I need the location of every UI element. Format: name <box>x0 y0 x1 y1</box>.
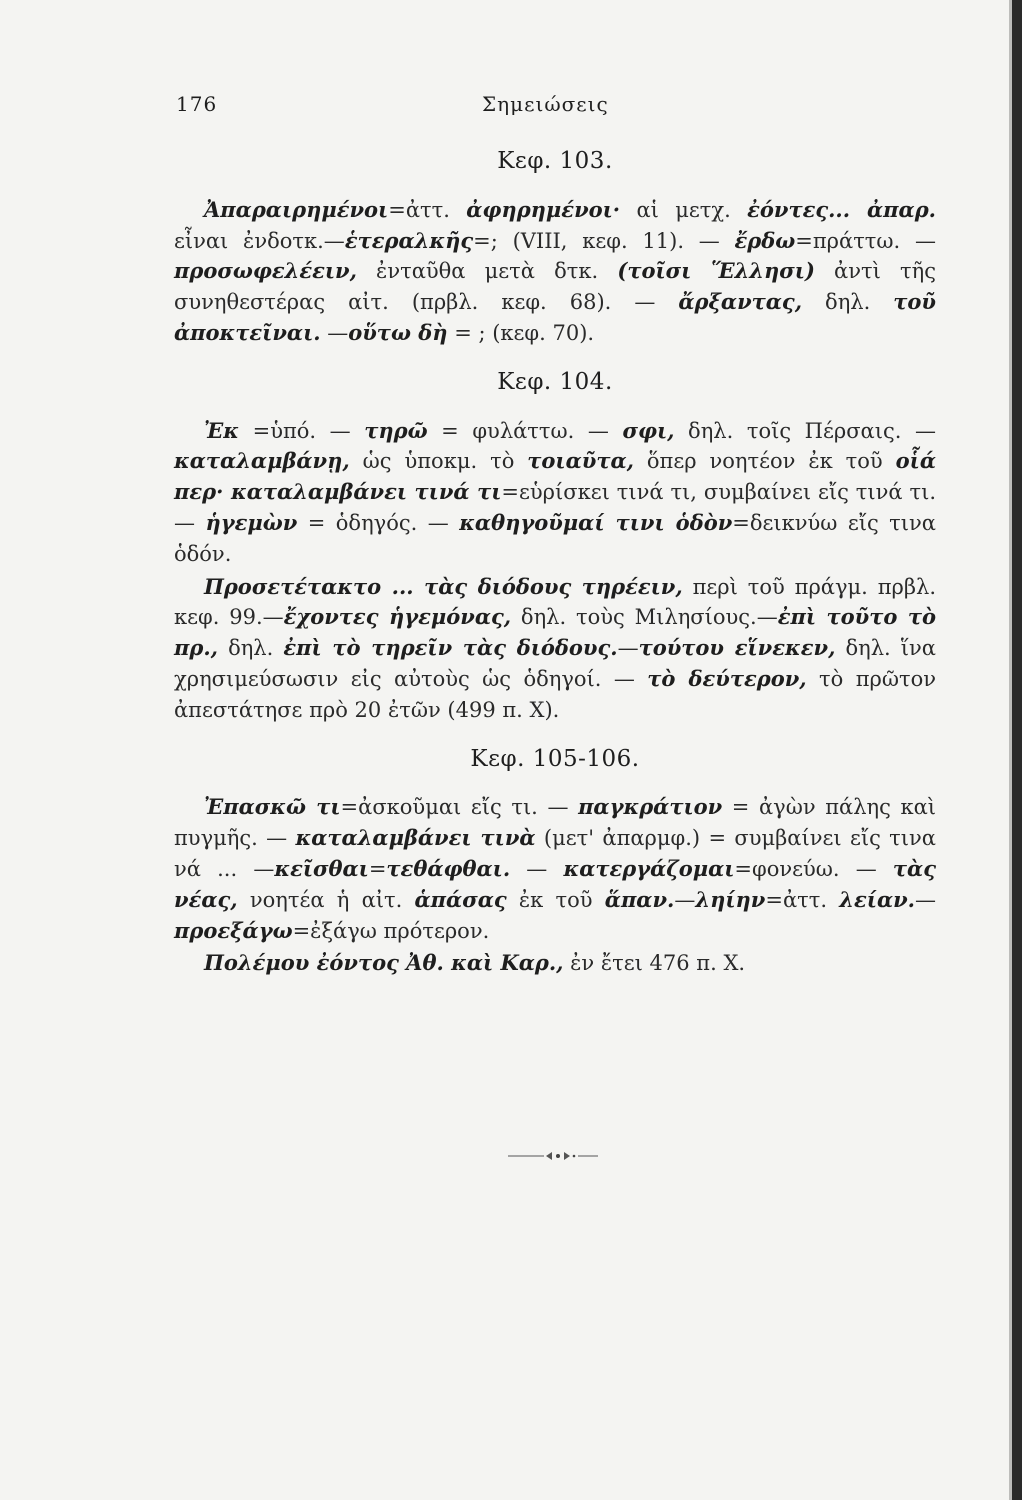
lemma-term: ἐπὶ τοῦτο τὸ πρ., <box>174 604 936 661</box>
lemma-term: Προσετέτακτο ... τὰς διόδους τηρέειν, <box>204 573 683 599</box>
gloss-text: νοητέα ἡ αἰτ. <box>237 887 415 912</box>
lemma-term: καταλαμβάνει τινὰ <box>295 825 536 851</box>
gloss-text: =ἀττ. <box>388 197 467 222</box>
note-paragraph <box>174 416 936 570</box>
gloss-text: — <box>320 320 349 345</box>
lemma-term: τηρῶ <box>364 417 428 443</box>
lemma-term: ἔρδω <box>734 227 796 253</box>
gloss-text: =ἀσκοῦμαι εἴς τι. — <box>340 795 579 820</box>
lemma-term: προσωφελέειν, <box>174 258 357 284</box>
lemma-term: κατεργάζομαι <box>563 855 735 881</box>
lemma-term: λείαν. <box>839 886 915 912</box>
page-header <box>176 84 936 124</box>
gloss-text: δηλ. <box>217 636 284 661</box>
page-edge <box>1012 0 1022 1500</box>
lemma-term: οὕτω δὴ <box>348 319 448 345</box>
lemma-term: τούτου εἵνεκεν, <box>638 635 836 661</box>
section-gap <box>174 726 936 738</box>
gloss-text: =δεικνύω εἴς τινα ὁδόν. <box>174 510 936 566</box>
lemma-term: προεξάγω <box>174 917 293 943</box>
gloss-text: — <box>617 636 639 661</box>
note-paragraph <box>174 792 936 946</box>
lemma-term: Ἐπασκῶ τι <box>204 794 341 820</box>
gloss-text: αἱ μετχ. <box>620 197 748 222</box>
lemma-term: τοῦ ἀποκτεῖναι. <box>174 289 936 345</box>
section-end-ornament <box>508 1146 598 1166</box>
gloss-text: — <box>915 887 936 912</box>
notes-body <box>174 140 936 991</box>
gloss-text: δηλ. ἵνα χρησιμεύσωσιν εἰς αὐτοὺς ὡς ὁδηγοί. — <box>174 636 936 691</box>
running-title: Σημειώσεις <box>482 92 609 116</box>
lemma-term: ἀφηρημένοι· <box>466 196 621 222</box>
gloss-text: =πράττω. — <box>795 228 936 253</box>
gloss-text: = ὁδηγός. — <box>297 510 460 535</box>
gloss-text: εἶναι ἐνδοτκ.— <box>174 228 345 253</box>
gloss-text: = <box>368 856 387 881</box>
lemma-term: ληίην <box>695 886 766 912</box>
gloss-text: =ἀττ. <box>765 887 840 912</box>
gloss-text: περὶ τοῦ πράγμ. πρβλ. κεφ. 99.— <box>174 574 936 630</box>
section-gap <box>174 349 936 361</box>
gloss-text: (μετ' ἀπαρμφ.) = συμβαίνει εἴς τινα νά ... — <box>174 826 936 881</box>
gloss-text: δηλ. τοὺς Μιλησίους.— <box>511 605 778 630</box>
gloss-text: ἐνταῦθα μετὰ δτκ. <box>356 259 618 284</box>
gloss-text: δηλ. <box>802 290 894 315</box>
gloss-text: ἀντὶ τῆς συνηθεστέρας αἰτ. (πρβλ. κεφ. 68). — <box>174 259 936 315</box>
chapter-heading: Κεφ. 103. <box>497 148 613 174</box>
gloss-text: =; (VIII, κεφ. 11). — <box>473 228 735 253</box>
lemma-term: τὸ δεύτερον, <box>647 665 807 691</box>
page-number: 176 <box>176 92 218 116</box>
gloss-text: τὸ πρῶτον ἀπεστάτησε πρὸ 20 ἐτῶν (499 π. Χ). <box>174 666 936 722</box>
lemma-term: τεθάφθαι. <box>386 855 511 881</box>
section-gap <box>174 979 936 991</box>
lemma-term: (τοῖσι Ἕλλησι) <box>617 258 815 284</box>
lemma-term: παγκράτιον <box>578 794 723 820</box>
gloss-text: — <box>510 856 564 881</box>
note-paragraph <box>174 948 936 979</box>
lemma-term: κεῖσθαι <box>274 855 369 881</box>
lemma-term: Ἀπαραιρημένοι <box>204 196 389 222</box>
gloss-text: =φονεύω. — <box>734 856 893 881</box>
lemma-term: Πολέμου ἐόντος Ἀθ. καὶ Καρ., <box>204 950 564 976</box>
lemma-term: τοιαῦτα, <box>527 448 634 474</box>
gloss-text: =ἐξάγω πρότερον. <box>292 918 490 943</box>
gloss-text: δηλ. τοῖς Πέρσαις. — <box>674 418 936 443</box>
gloss-text: ὅπερ νοητέον ἐκ τοῦ <box>633 449 896 474</box>
lemma-term: Ἐκ <box>204 417 240 443</box>
lemma-term: ἑτεραλκῆς <box>344 227 474 253</box>
gloss-text: =εὑρίσκει τινά τι, συμβαίνει εἴς τινά τι. — <box>174 480 936 535</box>
lemma-term: ἔχοντες ἡγεμόνας, <box>283 604 512 630</box>
note-paragraph <box>174 572 936 726</box>
lemma-term: σφι, <box>622 417 675 443</box>
gloss-text: = φυλάττω. — <box>427 418 623 443</box>
note-paragraph <box>174 195 936 349</box>
lemma-term: ἁπάσας <box>414 886 507 912</box>
lemma-term: ἄρξαντας, <box>678 289 803 315</box>
gloss-text: — <box>674 887 696 912</box>
chapter-heading: Κεφ. 104. <box>497 368 613 395</box>
lemma-term: ἅπαν. <box>604 886 675 912</box>
lemma-term: ἐόντες... ἀπαρ. <box>747 196 936 222</box>
lemma-term: καταλαμβάνῃ, <box>174 448 350 474</box>
gloss-text: ἐκ τοῦ <box>506 887 605 912</box>
gloss-text: = ἀγὼν πάλης καὶ πυγμῆς. — <box>174 795 936 851</box>
gloss-text: = ; (κεφ. 70). <box>447 320 595 345</box>
chapter-heading: Κεφ. 105-106. <box>470 745 640 772</box>
lemma-term: ἐπὶ τὸ τηρεῖν τὰς διόδους. <box>283 635 618 661</box>
lemma-term: καθηγοῦμαί τινι ὁδὸν <box>459 509 733 535</box>
gloss-text: ἐν ἔτει 476 π. Χ. <box>563 951 746 976</box>
lemma-term: τὰς νέας, <box>174 855 936 912</box>
gloss-text: =ὑπό. — <box>239 418 365 443</box>
gloss-text: ὡς ὑποκμ. τὸ <box>349 449 528 474</box>
lemma-term: ἡγεμὼν <box>205 509 298 535</box>
lemma-term: οἷά περ· καταλαμβάνει τινά τι <box>174 448 936 505</box>
